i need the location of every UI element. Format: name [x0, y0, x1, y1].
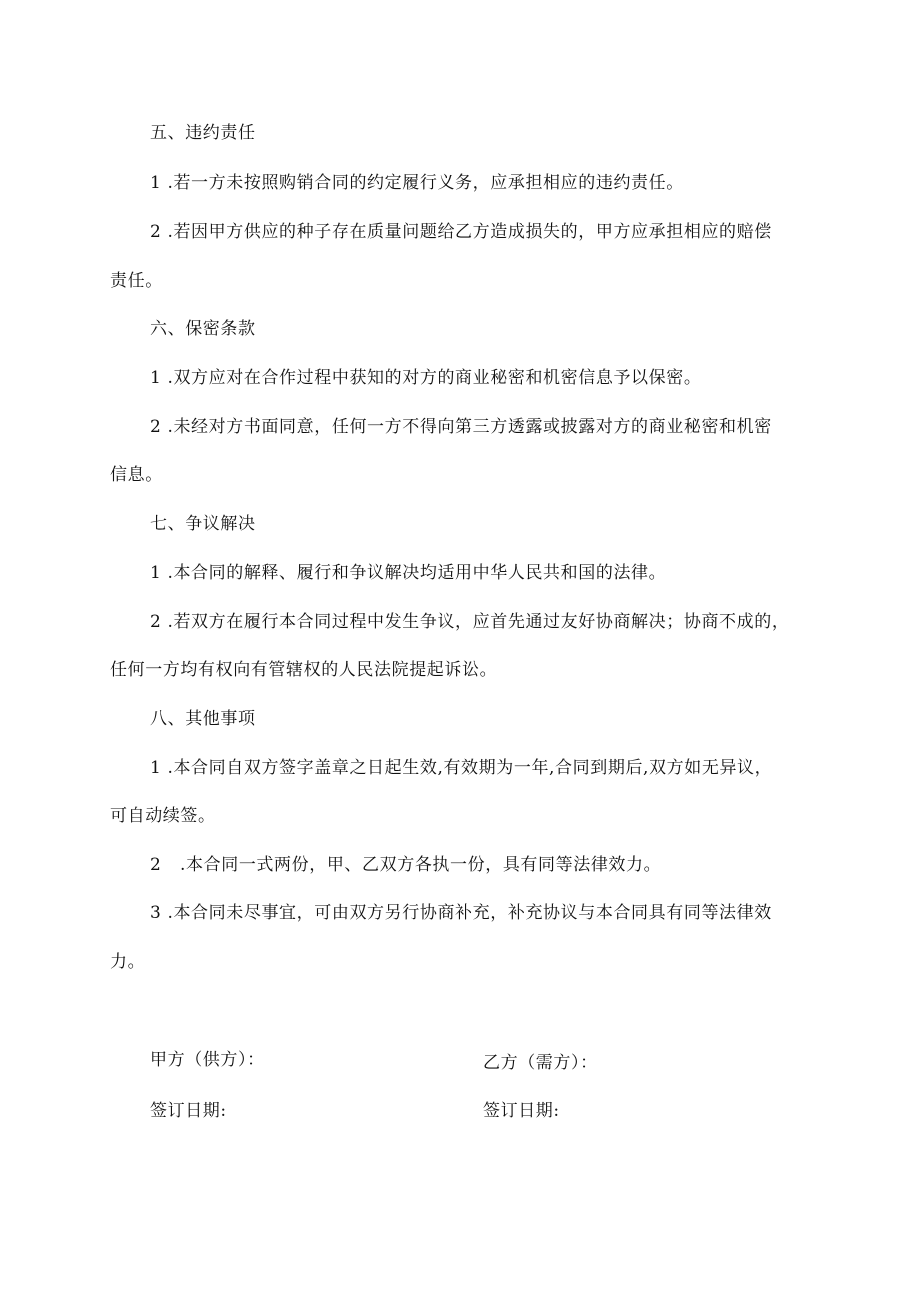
- section-8-item-1: [150, 756, 772, 780]
- party-b-sign-date: 签订日期:: [483, 1101, 560, 1121]
- section-6-item-2: [150, 415, 772, 439]
- item-text: .未经对方书面同意，任何一方不得向第三方透露或披露对方的商业秘密和机密: [167, 417, 772, 437]
- item-text: .本合同一式两份，甲、乙双方各执一份，具有同等法律效力。: [180, 855, 662, 875]
- item-number: 2: [150, 417, 162, 437]
- party-a-label: 甲方（供方）：: [150, 1050, 265, 1070]
- item-text: .双方应对在合作过程中获知的对方的商业秘密和机密信息予以保密。: [167, 368, 702, 388]
- item-number: 1: [150, 563, 162, 583]
- section-8-item-3-continued: 力。: [110, 952, 146, 972]
- item-text: .本合同自双方签字盖章之日起生效,有效期为一年,合同到期后,双方如无异议，: [167, 758, 773, 778]
- section-7-item-1: [150, 561, 666, 585]
- section-5-item-2: [150, 220, 772, 244]
- section-8-item-2: [150, 853, 661, 877]
- section-6-item-2-continued: 信息。: [110, 465, 163, 485]
- item-text: .本合同未尽事宜，可由双方另行协商补充，补充协议与本合同具有同等法律效: [167, 903, 772, 923]
- item-text: .本合同的解释、履行和争议解决均适用中华人民共和国的法律。: [167, 563, 667, 583]
- section-5-item-2-continued: 责任。: [110, 271, 163, 291]
- section-8-item-1-continued: 可自动续签。: [110, 806, 216, 826]
- item-text: .若一方未按照购销合同的约定履行义务，应承担相应的违约责任。: [167, 173, 684, 193]
- section-8-item-3: [150, 901, 772, 925]
- item-number: 3: [150, 903, 162, 923]
- item-number: 2: [150, 222, 162, 242]
- section-7-title: 七、争议解决: [150, 514, 256, 534]
- section-5-item-1: [150, 171, 684, 195]
- section-6-item-1: [150, 366, 701, 390]
- section-7-item-2-continued: 任何一方均有权向有管辖权的人民法院提起诉讼。: [110, 660, 498, 680]
- section-5-title: 五、违约责任: [150, 123, 256, 143]
- item-number: 2: [150, 612, 162, 632]
- item-number: 1: [150, 173, 162, 193]
- section-7-item-2: [150, 610, 789, 634]
- party-b-label: 乙方（需方）：: [483, 1053, 598, 1073]
- section-8-title: 八、其他事项: [150, 709, 256, 729]
- party-a-sign-date: 签订日期:: [150, 1101, 227, 1121]
- item-text: .若双方在履行本合同过程中发生争议，应首先通过友好协商解决；协商不成的，: [167, 612, 790, 632]
- item-number: 2: [150, 855, 162, 875]
- item-text: .若因甲方供应的种子存在质量问题给乙方造成损失的，甲方应承担相应的赔偿: [167, 222, 772, 242]
- section-6-title: 六、保密条款: [150, 319, 256, 339]
- item-number: 1: [150, 368, 162, 388]
- item-number: 1: [150, 758, 162, 778]
